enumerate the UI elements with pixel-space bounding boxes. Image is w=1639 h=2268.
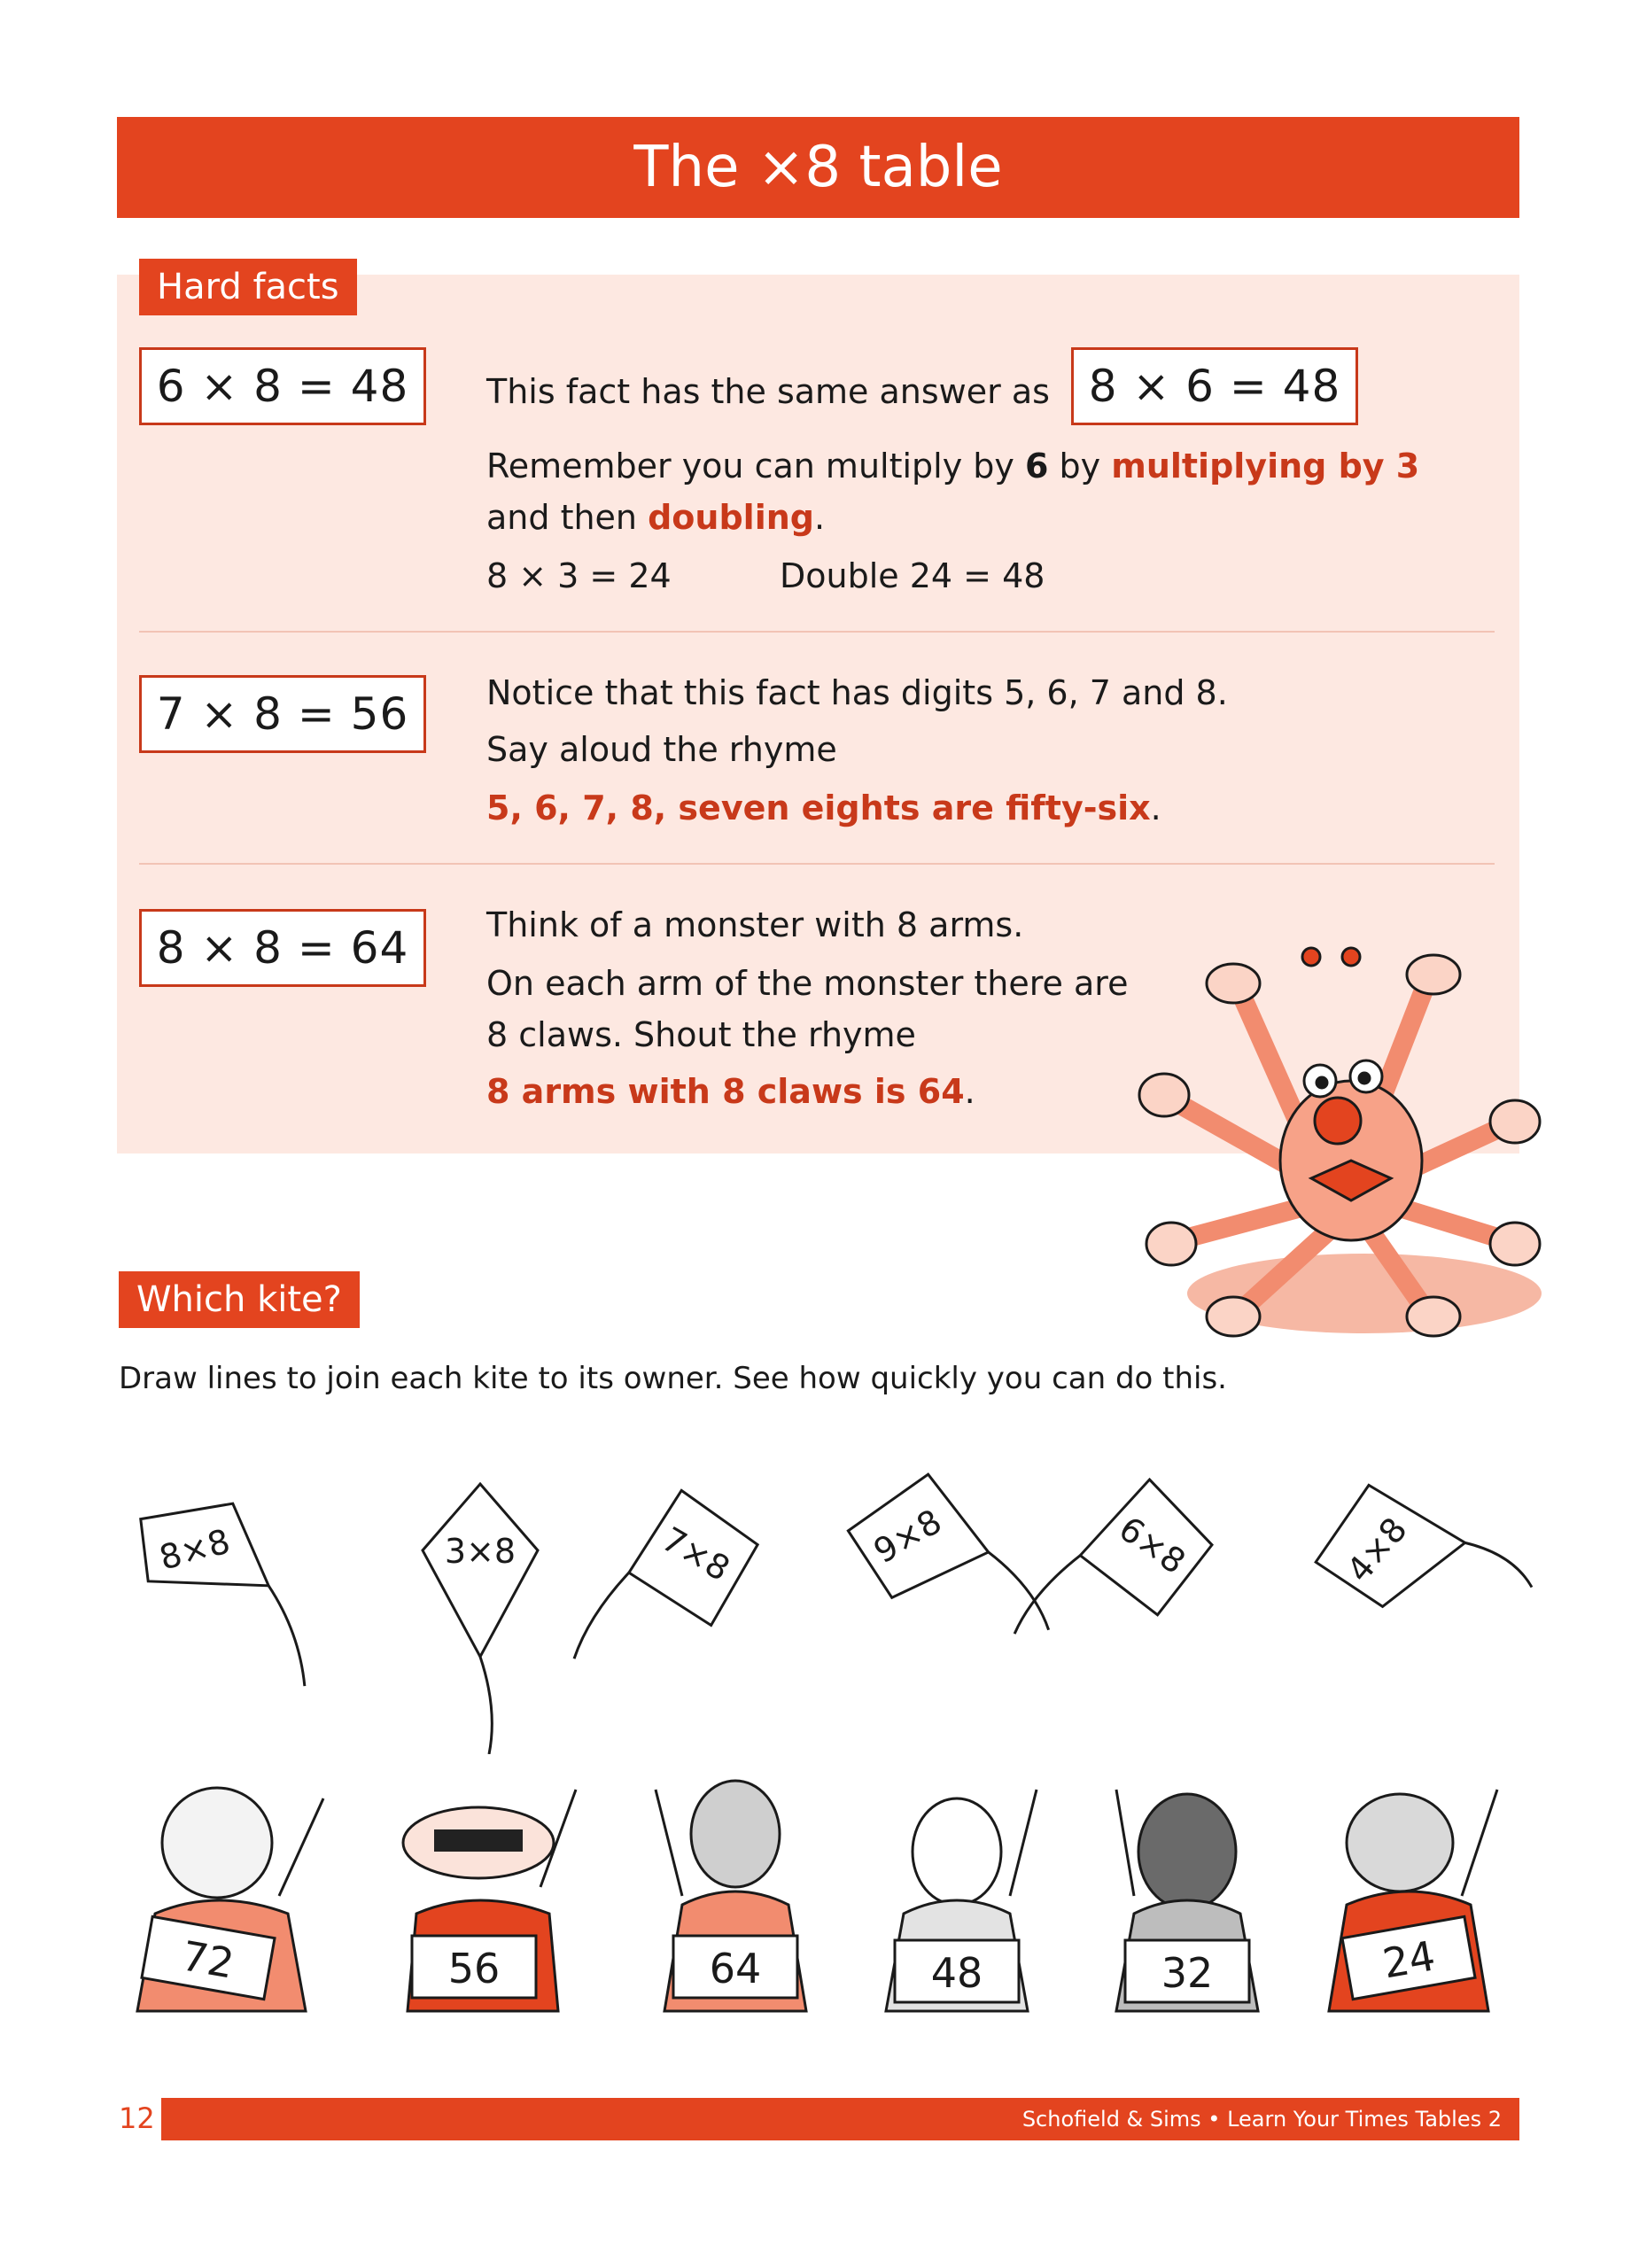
divider [139,631,1495,633]
owners-row [0,1754,1639,2038]
fact-3-line2: On each arm of the monster there are [486,964,1129,1003]
kite-label: 8×8 [155,1521,235,1578]
owner-number: 24 [1379,1931,1439,1988]
fact-2-line2: Say aloud the rhyme [486,730,837,769]
footer-bar: Schofield & Sims • Learn Your Times Tables 2 [161,2098,1519,2140]
owner[interactable] [403,1790,576,2011]
kite-label: 9×8 [866,1502,949,1572]
fact-6x8-box: 6 × 8 = 48 [139,347,426,425]
owner-number: 72 [178,1931,238,1988]
kite[interactable] [423,1484,538,1754]
kite[interactable] [1309,1461,1535,1679]
divider [139,863,1495,865]
kite[interactable] [571,1484,763,1709]
fact-8x6-box: 8 × 6 = 48 [1071,347,1358,425]
kites-row [0,1453,1639,1754]
owner[interactable] [1116,1790,1258,2011]
page-number: 12 [119,2101,155,2135]
kite[interactable] [843,1460,1051,1692]
owner-number: 56 [447,1945,501,1992]
fact-2-rhyme: 5, 6, 7, 8, seven eights are fifty-six. [486,788,1161,827]
fact-3-rhyme: 8 arms with 8 claws is 64. [486,1072,975,1111]
owner-number: 64 [709,1945,762,1992]
fact-1-calc2: Double 24 = 48 [780,556,1045,595]
kite-label: 7×8 [655,1519,737,1589]
fact-7x8-box: 7 × 8 = 56 [139,675,426,753]
owner-number: 48 [930,1949,983,1997]
kite[interactable] [132,1488,307,1718]
owner-number: 32 [1161,1949,1214,1997]
owner[interactable] [886,1790,1037,2011]
owner[interactable] [1329,1790,1497,2011]
owner[interactable] [137,1788,323,2011]
owner[interactable] [656,1781,806,2011]
kite[interactable] [1012,1465,1222,1697]
fact-1-calc1: 8 × 3 = 24 [486,556,672,595]
monster-illustration [1134,921,1559,1347]
kite-label: 6×8 [1112,1509,1193,1582]
fact-2-line1: Notice that this fact has digits 5, 6, 7 and 8. [486,673,1228,712]
fact-8x8-box: 8 × 8 = 64 [139,909,426,987]
hard-facts-tag: Hard facts [139,259,357,315]
fact-1-remember: Remember you can multiply by 6 by multiplying by 3 [486,447,1420,485]
fact-1-then: and then doubling. [486,498,826,537]
fact-1-line1: This fact has the same answer as [486,372,1050,411]
page-title: The ×8 table [117,117,1519,218]
kite-label: 3×8 [444,1532,517,1571]
which-kite-instruction: Draw lines to join each kite to its owner. See how quickly you can do this. [119,1361,1227,1396]
which-kite-tag: Which kite? [119,1271,360,1328]
fact-3-line3: 8 claws. Shout the rhyme [486,1015,916,1054]
fact-3-line1: Think of a monster with 8 arms. [486,905,1024,944]
kite-label: 4×8 [1339,1510,1415,1590]
